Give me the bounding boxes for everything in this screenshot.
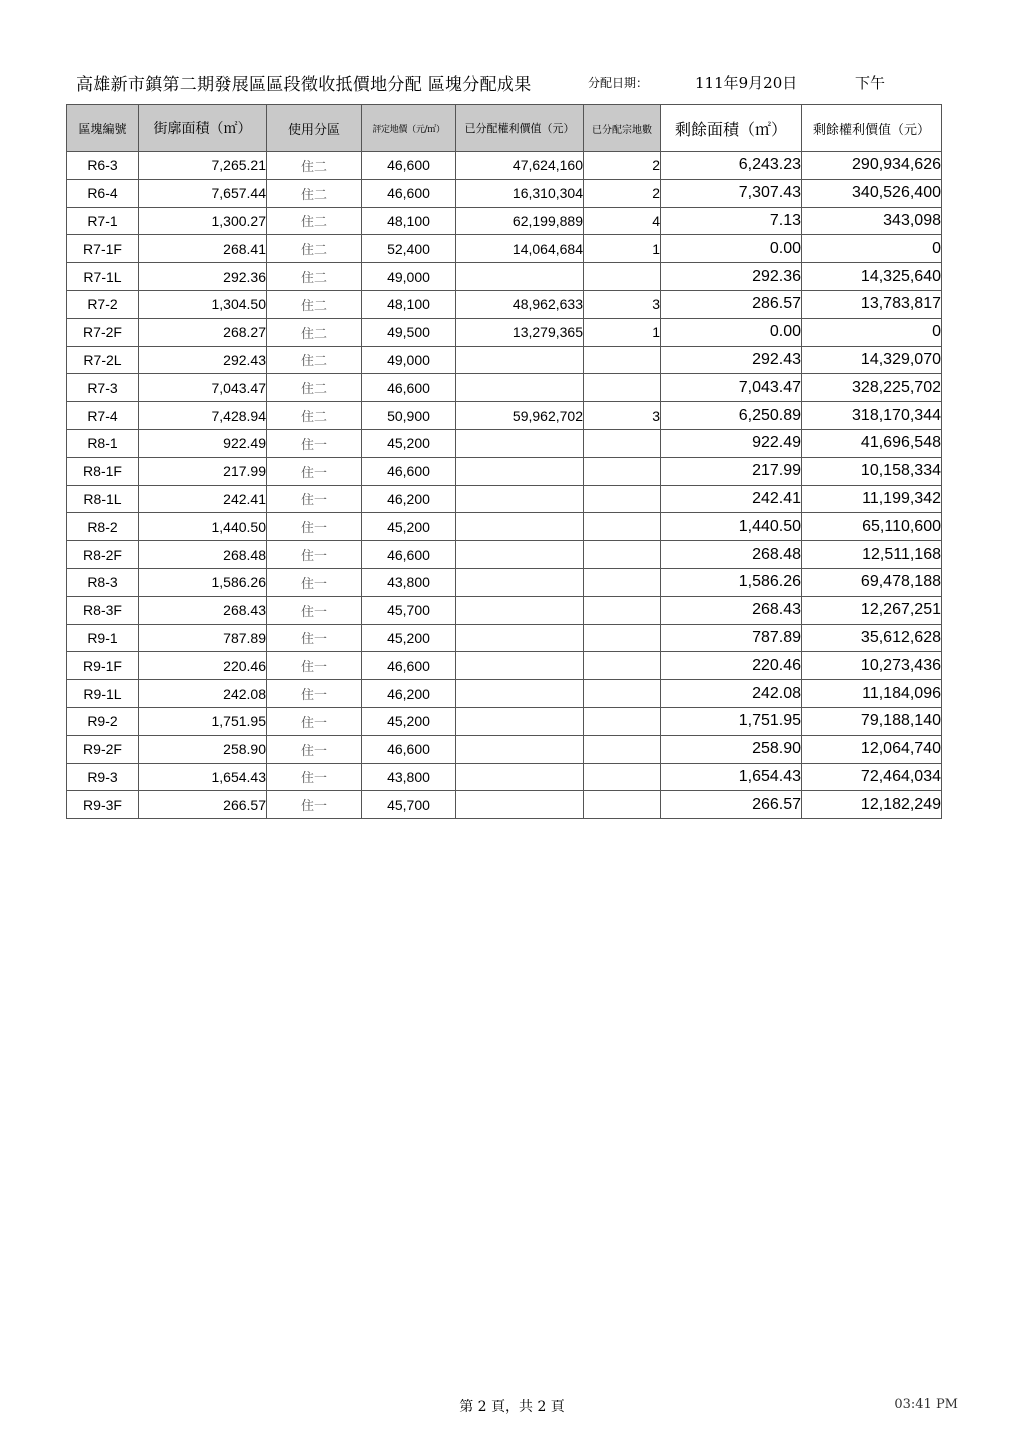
cell-allocated-value (456, 429, 584, 457)
cell-allocated-value: 59,962,702 (456, 402, 584, 430)
cell-assessed-price: 46,600 (362, 152, 456, 180)
cell-zoning: 住一 (267, 763, 362, 791)
cell-zoning: 住一 (267, 652, 362, 680)
table-row (67, 318, 942, 346)
table-row (67, 541, 942, 569)
allocation-table (66, 104, 942, 819)
cell-remaining-value: 12,511,168 (802, 541, 942, 569)
cell-remaining-area: 6,243.23 (661, 152, 802, 180)
cell-block-id: R7-2F (67, 318, 139, 346)
cell-remaining-area: 292.36 (661, 263, 802, 291)
cell-allocated-value (456, 652, 584, 680)
cell-remaining-area: 1,654.43 (661, 763, 802, 791)
table-row (67, 457, 942, 485)
cell-allocated-value (456, 346, 584, 374)
cell-allocated-value (456, 541, 584, 569)
cell-assessed-price: 46,600 (362, 374, 456, 402)
cell-block-id: R7-1F (67, 235, 139, 263)
cell-allocated-count (584, 346, 661, 374)
cell-zoning: 住二 (267, 263, 362, 291)
cell-allocated-value (456, 568, 584, 596)
cell-allocated-value (456, 485, 584, 513)
cell-zoning: 住一 (267, 707, 362, 735)
cell-block-area: 787.89 (139, 624, 267, 652)
cell-remaining-area: 1,586.26 (661, 568, 802, 596)
cell-remaining-value: 340,526,400 (802, 179, 942, 207)
cell-assessed-price: 46,600 (362, 541, 456, 569)
cell-remaining-value: 14,329,070 (802, 346, 942, 374)
cell-block-area: 268.43 (139, 596, 267, 624)
cell-block-area: 1,654.43 (139, 763, 267, 791)
cell-remaining-area: 266.57 (661, 791, 802, 819)
cell-remaining-value: 10,273,436 (802, 652, 942, 680)
column-header-remaining-value: 剩餘權利價值（元） (802, 105, 942, 152)
cell-block-area: 268.27 (139, 318, 267, 346)
cell-block-area: 268.48 (139, 541, 267, 569)
table-row (67, 791, 942, 819)
cell-assessed-price: 48,100 (362, 290, 456, 318)
cell-block-area: 1,304.50 (139, 290, 267, 318)
cell-allocated-value (456, 735, 584, 763)
cell-block-area: 7,428.94 (139, 402, 267, 430)
cell-zoning: 住二 (267, 235, 362, 263)
cell-remaining-area: 268.43 (661, 596, 802, 624)
cell-allocated-value (456, 513, 584, 541)
table-row (67, 485, 942, 513)
table-row (67, 179, 942, 207)
column-header-assessed-price: 評定地價（元/㎡） (362, 105, 456, 152)
cell-zoning: 住一 (267, 791, 362, 819)
cell-remaining-area: 922.49 (661, 429, 802, 457)
cell-allocated-count (584, 596, 661, 624)
cell-assessed-price: 52,400 (362, 235, 456, 263)
cell-assessed-price: 45,200 (362, 624, 456, 652)
cell-assessed-price: 50,900 (362, 402, 456, 430)
table-row (67, 707, 942, 735)
column-header-allocated-value: 已分配權利價值（元） (456, 105, 584, 152)
cell-block-area: 220.46 (139, 652, 267, 680)
cell-allocated-value (456, 596, 584, 624)
cell-allocated-count: 2 (584, 152, 661, 180)
cell-remaining-value: 35,612,628 (802, 624, 942, 652)
cell-allocated-value: 13,279,365 (456, 318, 584, 346)
cell-block-id: R7-1 (67, 207, 139, 235)
cell-zoning: 住二 (267, 346, 362, 374)
cell-remaining-value: 14,325,640 (802, 263, 942, 291)
cell-block-area: 292.36 (139, 263, 267, 291)
table-row (67, 263, 942, 291)
cell-allocated-count (584, 513, 661, 541)
column-header-zoning: 使用分區 (267, 105, 362, 152)
date-label: 分配日期： (588, 76, 649, 90)
column-header-block-id: 區塊編號 (67, 105, 139, 152)
cell-block-area: 268.41 (139, 235, 267, 263)
page-number: 第 2 頁，共 2 頁 (459, 1399, 565, 1415)
cell-allocated-value (456, 263, 584, 291)
cell-block-id: R8-3F (67, 596, 139, 624)
cell-assessed-price: 49,000 (362, 263, 456, 291)
cell-allocated-count (584, 568, 661, 596)
cell-block-area: 258.90 (139, 735, 267, 763)
cell-allocated-count (584, 624, 661, 652)
cell-remaining-area: 7,307.43 (661, 179, 802, 207)
table-row (67, 152, 942, 180)
cell-block-area: 242.08 (139, 680, 267, 708)
cell-zoning: 住一 (267, 541, 362, 569)
cell-remaining-area: 787.89 (661, 624, 802, 652)
cell-remaining-value: 79,188,140 (802, 707, 942, 735)
cell-allocated-count (584, 707, 661, 735)
cell-remaining-area: 7.13 (661, 207, 802, 235)
table-row (67, 680, 942, 708)
cell-remaining-area: 6,250.89 (661, 402, 802, 430)
cell-allocated-count: 1 (584, 318, 661, 346)
cell-remaining-area: 0.00 (661, 235, 802, 263)
cell-block-id: R8-2 (67, 513, 139, 541)
cell-block-area: 1,300.27 (139, 207, 267, 235)
column-header-allocated-count: 已分配宗地數 (584, 105, 661, 152)
cell-remaining-value: 13,783,817 (802, 290, 942, 318)
cell-zoning: 住一 (267, 596, 362, 624)
cell-remaining-area: 217.99 (661, 457, 802, 485)
cell-remaining-value: 328,225,702 (802, 374, 942, 402)
table-row (67, 568, 942, 596)
cell-zoning: 住二 (267, 318, 362, 346)
cell-block-area: 1,586.26 (139, 568, 267, 596)
cell-allocated-count (584, 735, 661, 763)
cell-remaining-value: 72,464,034 (802, 763, 942, 791)
cell-allocated-count (584, 374, 661, 402)
column-header-remaining-area: 剩餘面積（㎡） (661, 105, 802, 152)
cell-allocated-count: 3 (584, 290, 661, 318)
cell-remaining-value: 69,478,188 (802, 568, 942, 596)
cell-allocated-value: 62,199,889 (456, 207, 584, 235)
cell-block-id: R7-4 (67, 402, 139, 430)
cell-block-id: R7-2L (67, 346, 139, 374)
cell-allocated-value (456, 707, 584, 735)
table-row (67, 624, 942, 652)
cell-block-id: R9-3F (67, 791, 139, 819)
cell-allocated-value: 14,064,684 (456, 235, 584, 263)
cell-remaining-area: 286.57 (661, 290, 802, 318)
cell-allocated-value (456, 680, 584, 708)
table-row (67, 374, 942, 402)
cell-zoning: 住二 (267, 290, 362, 318)
cell-remaining-area: 1,751.95 (661, 707, 802, 735)
cell-assessed-price: 43,800 (362, 763, 456, 791)
table-row (67, 429, 942, 457)
cell-block-area: 242.41 (139, 485, 267, 513)
cell-block-area: 1,440.50 (139, 513, 267, 541)
cell-block-id: R7-3 (67, 374, 139, 402)
cell-allocated-count: 4 (584, 207, 661, 235)
cell-allocated-count (584, 457, 661, 485)
cell-assessed-price: 46,600 (362, 735, 456, 763)
cell-allocated-value (456, 763, 584, 791)
cell-block-id: R6-4 (67, 179, 139, 207)
cell-block-area: 292.43 (139, 346, 267, 374)
cell-assessed-price: 46,600 (362, 179, 456, 207)
cell-allocated-count: 1 (584, 235, 661, 263)
cell-allocated-value (456, 791, 584, 819)
cell-allocated-value: 16,310,304 (456, 179, 584, 207)
table-row (67, 735, 942, 763)
cell-block-area: 1,751.95 (139, 707, 267, 735)
cell-assessed-price: 43,800 (362, 568, 456, 596)
cell-block-id: R8-2F (67, 541, 139, 569)
cell-block-id: R9-3 (67, 763, 139, 791)
cell-assessed-price: 45,700 (362, 791, 456, 819)
cell-block-area: 7,657.44 (139, 179, 267, 207)
cell-remaining-value: 318,170,344 (802, 402, 942, 430)
cell-allocated-count (584, 763, 661, 791)
cell-remaining-value: 343,098 (802, 207, 942, 235)
cell-allocated-value (456, 374, 584, 402)
table-row (67, 763, 942, 791)
cell-zoning: 住一 (267, 680, 362, 708)
cell-block-area: 217.99 (139, 457, 267, 485)
document-title: 高雄新市鎮第二期發展區區段徵收抵價地分配 區塊分配成果 (76, 75, 532, 95)
cell-remaining-area: 7,043.47 (661, 374, 802, 402)
cell-assessed-price: 46,600 (362, 652, 456, 680)
cell-allocated-count (584, 429, 661, 457)
cell-allocated-count (584, 791, 661, 819)
cell-assessed-price: 49,000 (362, 346, 456, 374)
cell-assessed-price: 48,100 (362, 207, 456, 235)
print-time: 03:41 PM (894, 1397, 958, 1412)
table-row (67, 596, 942, 624)
cell-remaining-area: 258.90 (661, 735, 802, 763)
cell-remaining-value: 0 (802, 235, 942, 263)
cell-zoning: 住一 (267, 457, 362, 485)
cell-block-id: R7-1L (67, 263, 139, 291)
table-row (67, 235, 942, 263)
table-row (67, 290, 942, 318)
cell-zoning: 住二 (267, 207, 362, 235)
cell-remaining-area: 242.41 (661, 485, 802, 513)
cell-block-area: 7,043.47 (139, 374, 267, 402)
cell-block-area: 266.57 (139, 791, 267, 819)
cell-assessed-price: 49,500 (362, 318, 456, 346)
cell-assessed-price: 45,200 (362, 707, 456, 735)
cell-assessed-price: 46,200 (362, 485, 456, 513)
cell-remaining-value: 290,934,626 (802, 152, 942, 180)
cell-allocated-count (584, 680, 661, 708)
cell-zoning: 住一 (267, 735, 362, 763)
cell-remaining-area: 1,440.50 (661, 513, 802, 541)
cell-remaining-area: 242.08 (661, 680, 802, 708)
cell-allocated-value (456, 457, 584, 485)
cell-block-id: R8-1F (67, 457, 139, 485)
table-header-row (67, 105, 942, 152)
cell-zoning: 住一 (267, 624, 362, 652)
cell-allocated-value: 48,962,633 (456, 290, 584, 318)
cell-block-id: R8-1L (67, 485, 139, 513)
table-row (67, 207, 942, 235)
cell-remaining-value: 11,184,096 (802, 680, 942, 708)
cell-block-id: R9-2F (67, 735, 139, 763)
cell-block-id: R9-1F (67, 652, 139, 680)
cell-zoning: 住二 (267, 402, 362, 430)
cell-allocated-count (584, 652, 661, 680)
cell-block-id: R9-2 (67, 707, 139, 735)
cell-allocated-count (584, 541, 661, 569)
cell-allocated-count (584, 485, 661, 513)
cell-block-id: R8-3 (67, 568, 139, 596)
cell-zoning: 住一 (267, 485, 362, 513)
cell-remaining-value: 0 (802, 318, 942, 346)
cell-zoning: 住一 (267, 568, 362, 596)
cell-zoning: 住一 (267, 513, 362, 541)
cell-allocated-count: 3 (584, 402, 661, 430)
cell-block-id: R8-1 (67, 429, 139, 457)
cell-assessed-price: 45,200 (362, 429, 456, 457)
cell-remaining-value: 12,182,249 (802, 791, 942, 819)
allocation-period: 下午 (855, 74, 886, 92)
cell-assessed-price: 45,200 (362, 513, 456, 541)
table-row (67, 402, 942, 430)
cell-assessed-price: 46,200 (362, 680, 456, 708)
column-header-block-area: 街廓面積（㎡） (139, 105, 267, 152)
table-body (67, 152, 942, 819)
cell-assessed-price: 45,700 (362, 596, 456, 624)
cell-remaining-value: 10,158,334 (802, 457, 942, 485)
cell-zoning: 住一 (267, 429, 362, 457)
cell-remaining-value: 12,267,251 (802, 596, 942, 624)
cell-block-area: 7,265.21 (139, 152, 267, 180)
cell-remaining-area: 0.00 (661, 318, 802, 346)
document-header (76, 68, 956, 96)
allocation-date: 111年9月20日 (695, 74, 798, 92)
cell-remaining-value: 65,110,600 (802, 513, 942, 541)
cell-block-id: R9-1 (67, 624, 139, 652)
cell-remaining-value: 12,064,740 (802, 735, 942, 763)
cell-assessed-price: 46,600 (362, 457, 456, 485)
cell-remaining-area: 292.43 (661, 346, 802, 374)
cell-allocated-count (584, 263, 661, 291)
cell-zoning: 住二 (267, 374, 362, 402)
table-row (67, 346, 942, 374)
table-row (67, 513, 942, 541)
cell-remaining-value: 11,199,342 (802, 485, 942, 513)
cell-allocated-value: 47,624,160 (456, 152, 584, 180)
cell-zoning: 住二 (267, 179, 362, 207)
table-row (67, 652, 942, 680)
cell-allocated-value (456, 624, 584, 652)
cell-block-area: 922.49 (139, 429, 267, 457)
cell-remaining-area: 268.48 (661, 541, 802, 569)
cell-remaining-area: 220.46 (661, 652, 802, 680)
cell-block-id: R7-2 (67, 290, 139, 318)
cell-block-id: R6-3 (67, 152, 139, 180)
cell-remaining-value: 41,696,548 (802, 429, 942, 457)
cell-block-id: R9-1L (67, 680, 139, 708)
cell-allocated-count: 2 (584, 179, 661, 207)
cell-zoning: 住二 (267, 152, 362, 180)
